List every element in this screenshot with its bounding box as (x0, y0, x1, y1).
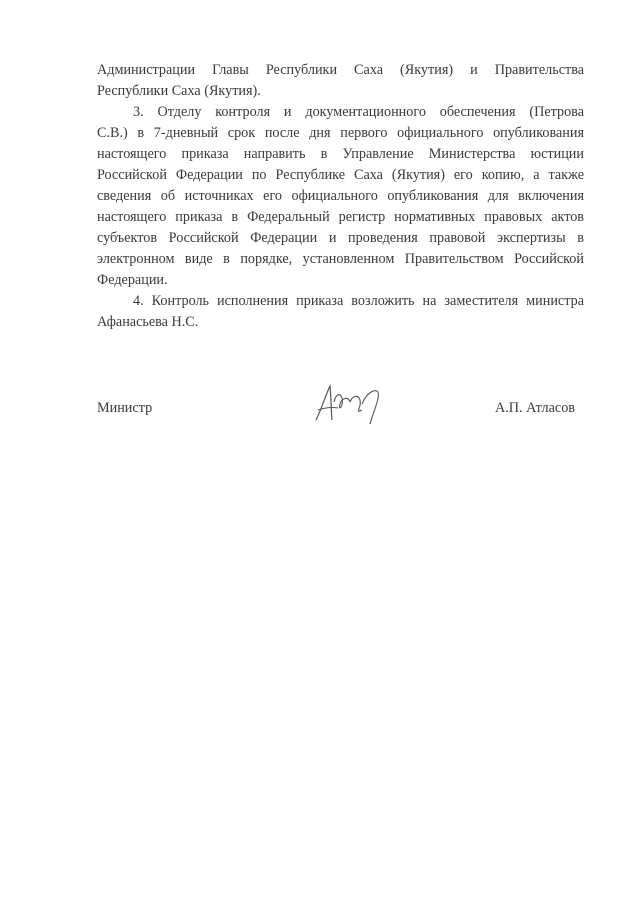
text-line: Российской Федерации по Республике Саха (Якутия) его копию, а также (97, 167, 584, 183)
text-line: субъектов Российской Федерации и проведения правовой экспертизы в (97, 230, 584, 246)
text-line: Республики Саха (Якутия). (97, 83, 261, 99)
document-body (97, 60, 584, 333)
text-line: настоящего приказа направить в Управление Министерства юстиции (97, 146, 584, 162)
signatory-title: Министр (97, 400, 153, 416)
handwritten-signature (304, 380, 396, 430)
text-line: Афанасьева Н.С. (97, 314, 199, 330)
text-line: С.В.) в 7-дневный срок после дня первого официального опубликования (97, 125, 584, 141)
text-line: настоящего приказа в Федеральный регистр нормативных правовых актов (97, 209, 584, 225)
text-line: 3. Отделу контроля и документационного обеспечения (Петрова (133, 104, 584, 120)
text-line: Федерации. (97, 272, 168, 288)
text-line: Администрации Главы Республики Саха (Якутия) и Правительства (97, 62, 584, 78)
text-line: электронном виде в порядке, установленном Правительством Российской (97, 251, 584, 267)
text-line: 4. Контроль исполнения приказа возложить на заместителя министра (133, 293, 584, 309)
text-line: сведения об источниках его официального опубликования для включения (97, 188, 584, 204)
signatory-name: А.П. Атласов (495, 400, 575, 416)
